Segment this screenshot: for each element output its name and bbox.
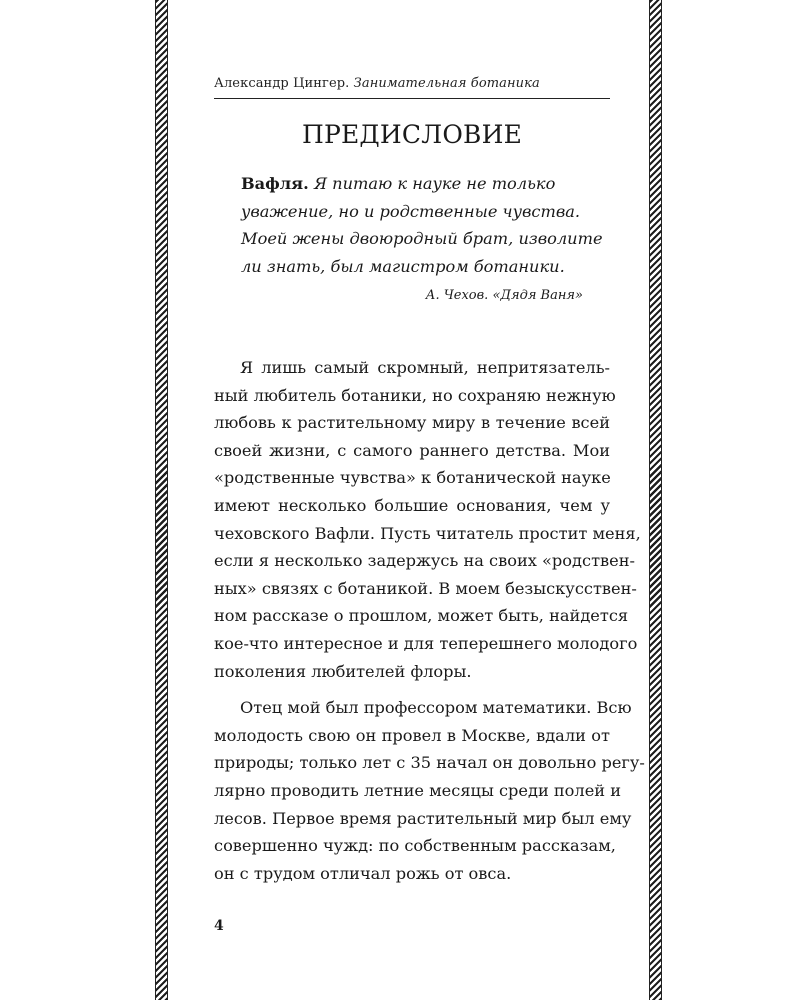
text-line: ный любитель ботаники, но сохраняю нежную bbox=[214, 385, 616, 405]
epigraph-line: уважение, но и родственные чувства. bbox=[241, 201, 581, 221]
running-head bbox=[214, 76, 610, 91]
epigraph-line: Моей жены двоюродный брат, изволите bbox=[241, 229, 603, 248]
text-line: лярно проводить летние месяцы среди полей и bbox=[214, 780, 622, 800]
text-line: любовь к растительному миру в течение всей bbox=[214, 413, 610, 433]
text-line: кое-что интересное и для теперешнего молодого bbox=[214, 633, 638, 653]
header-rule bbox=[214, 98, 610, 99]
page-edge-left bbox=[155, 0, 168, 1000]
epigraph-speaker: Вафля. bbox=[241, 174, 309, 193]
epigraph-line bbox=[241, 170, 601, 198]
epigraph-line: ли знать, был магистром ботаники. bbox=[241, 256, 565, 276]
text-line: совершенно чужд: по собственным рассказам, bbox=[214, 836, 616, 856]
epigraph bbox=[241, 170, 601, 280]
epigraph-text: Я питаю к науке не только bbox=[313, 174, 556, 193]
text-line: ном рассказе о прошлом, может быть, найдется bbox=[214, 606, 629, 626]
text-line: «родственные чувства» к ботанической науке bbox=[214, 468, 611, 488]
text-line: природы; только лет с 35 начал он довольно регу- bbox=[214, 753, 645, 773]
text-line: чеховского Вафли. Пусть читатель простит меня, bbox=[214, 523, 641, 543]
page-edge-right bbox=[649, 0, 662, 1000]
paragraph-2 bbox=[214, 694, 645, 887]
page-number: 4 bbox=[214, 918, 224, 934]
running-head-book-title: Занимательная ботаника bbox=[353, 76, 540, 91]
running-head-author: Александр Цингер. bbox=[214, 76, 350, 91]
text-line: лесов. Первое время растительный мир был ему bbox=[214, 808, 632, 828]
text-line: ных» связях с ботаникой. В моем безыскусствен- bbox=[214, 578, 637, 598]
text-line: поколения любителей флоры. bbox=[214, 661, 472, 681]
text-line: молодость свою он провел в Москве, вдали от bbox=[214, 725, 610, 745]
text-line: своей жизни, с самого раннего детства. Мои bbox=[214, 440, 610, 460]
text-line: он с трудом отличал рожь от овса. bbox=[214, 863, 512, 883]
epigraph-attribution: А. Чехов. «Дядя Ваня» bbox=[425, 288, 583, 303]
chapter-title: ПРЕДИСЛОВИЕ bbox=[301, 120, 523, 149]
text-line: Отец мой был профессором математики. Всю bbox=[240, 698, 632, 718]
paragraph-1 bbox=[214, 354, 641, 685]
text-line: Я лишь самый скромный, непритязатель- bbox=[240, 358, 610, 377]
text-line: имеют несколько большие основания, чем у bbox=[214, 495, 610, 515]
text-line: если я несколько задержусь на своих «родствен- bbox=[214, 551, 635, 571]
body-text bbox=[214, 354, 645, 887]
